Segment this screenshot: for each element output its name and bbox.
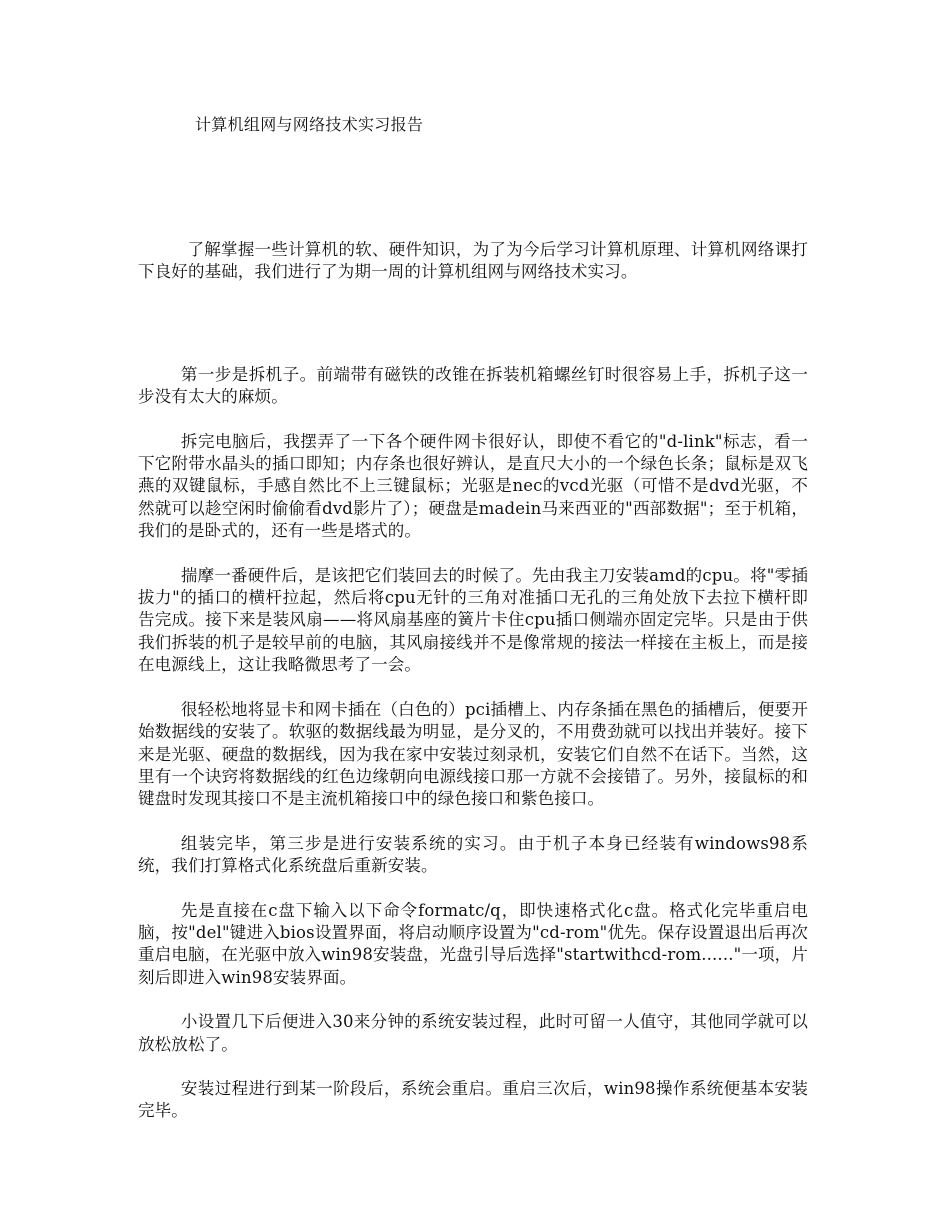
- paragraph-intro: 了解掌握一些计算机的软、硬件知识，为了为今后学习计算机原理、计算机网络课打下良好的基础，我们进行了为期一周的计算机组网与网络技术实习。: [138, 240, 808, 282]
- paragraph-install-process: 小设置几下后便进入30来分钟的系统安装过程，此时可留一人值守，其他同学就可以放松放松了。: [138, 1012, 808, 1054]
- spacer: [138, 878, 808, 900]
- paragraph-cpu-install: 揣摩一番硬件后，是该把它们装回去的时候了。先由我主刀安装amd的cpu。将"零插拔力"的插口的横杆拉起，然后将cpu无针的三角对准插口无孔的三角处放下去拉下横杆即告完成。接下来是装风扇——将风扇基座的簧片卡住cpu插口侧端亦固定完毕。只是由于供我们拆装的机子是较早前的电脑，其风扇接线并不是像常规的接法一样接在主板上，而是接在电源线上，这让我略微思考了一会。: [138, 565, 808, 675]
- paragraph-format-and-boot: 先是直接在c盘下输入以下命令formatc/q，即快速格式化c盘。格式化完毕重启电脑，按"del"键进入bios设置界面，将启动顺序设置为"cd-rom"优先。保存设置退出后再次重启电脑，在光驱中放入win98安装盘，光盘引导后选择"startwithcd-rom......"一项，片刻后即进入win98安装界面。: [138, 900, 808, 987]
- paragraph-hardware-identification: 拆完电脑后，我摆弄了一下各个硬件网卡很好认，即使不看它的"d-link"标志，看一下它附带水晶头的插口即知；内存条也很好辨认，是直尺大小的一个绿色长条；鼠标是双飞燕的双键鼠标，手感自然比不上三键鼠标；光驱是nec的vcd光驱（可惜不是dvd光驱，不然就可以趁空闲时偷偷看dvd影片了）；硬盘是madein马来西亚的"西部数据"；至于机箱，我们的是卧式的，还有一些是塔式的。: [138, 431, 808, 541]
- spacer: [138, 1056, 808, 1078]
- spacer: [138, 989, 808, 1011]
- paragraph-system-install-intro: 组装完毕，第三步是进行安装系统的实习。由于机子本身已经装有windows98系统，我们打算格式化系统盘后重新安装。: [138, 833, 808, 876]
- document-body: [138, 239, 808, 1123]
- spacer: [138, 543, 808, 565]
- spacer: [138, 811, 808, 833]
- spacer: [138, 284, 808, 364]
- document-title: 计算机组网与网络技术实习报告: [195, 115, 424, 134]
- spacer: [138, 409, 808, 431]
- paragraph-disassembly: 第一步是拆机子。前端带有磁铁的改锥在拆装机箱螺丝钉时很容易上手，拆机子这一步没有太大的麻烦。: [138, 364, 808, 407]
- paragraph-install-complete: 安装过程进行到某一阶段后，系统会重启。重启三次后，win98操作系统便基本安装完毕。: [138, 1078, 808, 1121]
- spacer: [138, 677, 808, 699]
- paragraph-cards-and-cables: 很轻松地将显卡和网卡插在（白色的）pci插槽上、内存条插在黑色的插槽后，便要开始数据线的安装了。软驱的数据线最为明显，是分叉的，不用费劲就可以找出并装好。接下来是光驱、硬盘的数据线，因为我在家中安装过刻录机，安装它们自然不在话下。当然，这里有一个诀窍将数据线的红色边缘朝向电源线接口那一方就不会接错了。另外，接鼠标的和键盘时发现其接口不是主流机箱接口中的绿色接口和紫色接口。: [138, 699, 808, 809]
